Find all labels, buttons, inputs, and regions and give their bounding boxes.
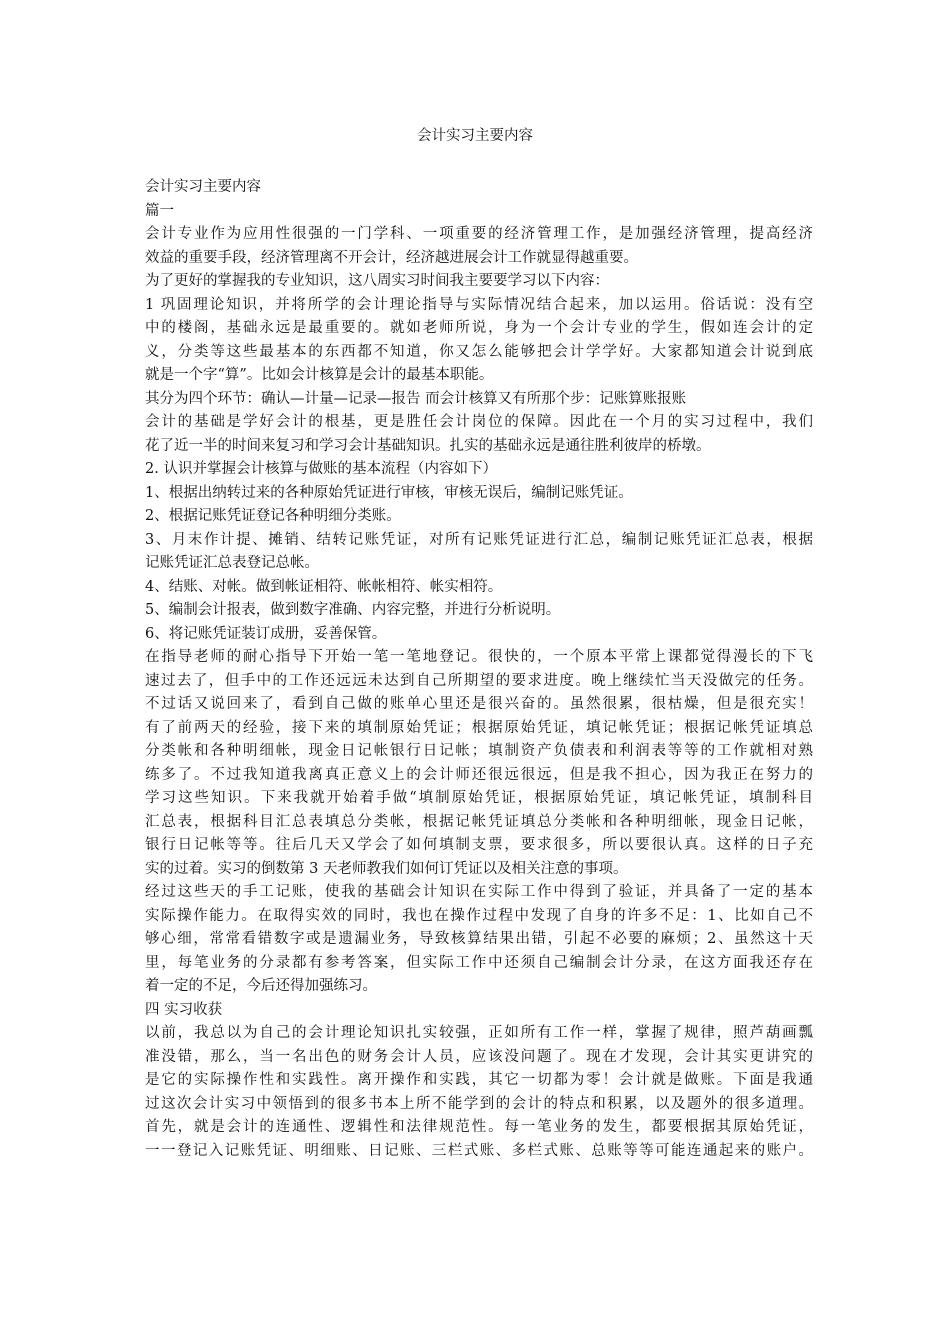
text-line: 银行日记帐等等。往后几天又学会了如何填制支票，要求很多，所以要很认真。这样的日子充 <box>145 837 813 853</box>
text-line: 会计的基础是学好会计的根基，更是胜任会计岗位的保障。因此在一个月的实习过程中，我们 <box>145 414 813 430</box>
text-line: 2、根据记账凭证登记各种明细分类账。 <box>145 508 401 524</box>
text-line: 着一定的不足，今后还得加强练习。 <box>145 978 377 994</box>
text-line: 汇总表，根据科目汇总表填总分类帐，根据记帐凭证填总分类帐和各种明细帐，现金日记帐， <box>145 813 813 830</box>
text-line: 会计专业作为应用性很强的一门学科、一项重要的经济管理工作，是加强经济管理，提高经济 <box>145 226 813 242</box>
text-line: 5、编制会计报表，做到数字准确、内容完整，并进行分析说明。 <box>145 602 561 618</box>
text-line: 4、结账、对帐。做到帐证相符、帐帐相符、帐实相符。 <box>145 578 503 595</box>
text-line: 经过这些天的手工记账，使我的基础会计知识在实际工作中得到了验证，并具备了一定的基本 <box>145 884 813 900</box>
text-line: 里，每笔业务的分录都有参考答案，但实际工作中还须自己编制会计分录，在这方面我还存在 <box>145 954 813 971</box>
text-line: 首先，就是会计的连通性、逻辑性和法律规范性。每一笔业务的发生，都要根据其原始凭证， <box>145 1119 813 1135</box>
text-line: 篇一 <box>145 202 174 219</box>
text-line: 不过话又说回来了，看到自己做的账单心里还是很兴奋的。虽然很累，很枯燥，但是很充实！ <box>145 696 813 712</box>
text-line: 中的楼阁，基础永远是最重要的。就如老师所说，身为一个会计专业的学生，假如连会计的定 <box>145 320 813 336</box>
text-line: 四 实习收获 <box>145 1001 223 1018</box>
text-line: 效益的重要手段，经济管理离不开会计，经济越进展会计工作就显得越重要。 <box>145 249 638 266</box>
text-line: 一一登记入记账凭证、明细账、日记账、三栏式账、多栏式账、总账等等可能连通起来的账户。 <box>145 1142 813 1159</box>
text-line: 义，分类等这些最基本的东西都不知道，你又怎么能够把会计学学好。大家都知道会计说到底 <box>145 343 813 360</box>
text-line: 2. 认识并掌握会计核算与做账的基本流程（内容如下） <box>145 461 497 477</box>
text-line: 花了近一半的时间来复习和学习会计基础知识。扎实的基础永远是通往胜利彼岸的桥墩。 <box>145 437 711 454</box>
text-line: 为了更好的掌握我的专业知识，这八周实习时间我主要要学习以下内容： <box>145 273 609 289</box>
text-line: 是它的实际操作性和实践性。离开操作和实践，其它一切都为零！会计就是做账。下面是我通 <box>145 1072 813 1088</box>
text-line: 以前，我总以为自己的会计理论知识扎实较强，正如所有工作一样，掌握了规律，照芦葫画瓢 <box>145 1025 813 1041</box>
text-line: 够心细，常常看错数字或是遗漏业务，导致核算结果出错，引起不必要的麻烦；2、虽然这十天 <box>145 931 813 947</box>
text-line: 会计实习主要内容 <box>145 179 261 195</box>
text-line: 6、将记账凭证装订成册，妥善保管。 <box>145 625 387 642</box>
text-line: 实的过着。实习的倒数第 3 天老师教我们如何订凭证以及相关注意的事项。 <box>145 860 628 877</box>
text-line: 3、月末作计提、摊销、结转记账凭证，对所有记账凭证进行汇总，编制记账凭证汇总表，根据 <box>145 531 813 548</box>
text-line: 1、根据出纳转过来的各种原始凭证进行审核，审核无误后，编制记账凭证。 <box>145 484 633 501</box>
text-line: 其分为四个环节：确认—计量—记录—报告 而会计核算又有所那个步：记账算账报账 <box>145 390 687 407</box>
text-line: 练多了。不过我知道我离真正意义上的会计师还很远很远，但是我不担心，因为我正在努力的 <box>145 766 813 783</box>
text-line: 实际操作能力。在取得实效的同时，我也在操作过程中发现了自身的许多不足：1、比如自己不 <box>145 907 813 924</box>
text-line: 过这次会计实习中领悟到的很多书本上所不能学到的会计的特点和积累，以及题外的很多道理。 <box>145 1095 813 1112</box>
text-line: 有了前两天的经验，接下来的填制原始凭证；根据原始凭证，填记帐凭证；根据记帐凭证填总 <box>145 719 813 736</box>
text-line: 1 巩固理论知识，并将所学的会计理论指导与实际情况结合起来，加以运用。俗话说：没有空 <box>145 296 813 313</box>
text-line: 准没错，那么，当一名出色的财务会计人员，应该没问题了。现在才发现，会计其实更讲究的 <box>145 1048 813 1065</box>
text-line: 学习这些知识。下来我就开始着手做“填制原始凭证，根据原始凭证，填记帐凭证，填制科目 <box>145 790 813 806</box>
document-body <box>145 176 813 1163</box>
text-line: 在指导老师的耐心指导下开始一笔一笔地登记。很快的，一个原本平常上课都觉得漫长的下飞 <box>145 649 813 665</box>
text-line: 就是一个字“算”。比如会计核算是会计的最基本职能。 <box>145 367 494 383</box>
document-title: 会计实习主要内容 <box>417 128 533 144</box>
text-line: 记账凭证汇总表登记总帐。 <box>145 555 319 571</box>
text-line: 速过去了，但手中的工作还远远未达到自己所期望的要求进度。晚上继续忙当天没做完的任务。 <box>145 672 813 689</box>
text-line: 分类帐和各种明细帐，现金日记帐银行日记帐；填制资产负债表和利润表等等的工作就相对熟 <box>145 743 813 759</box>
